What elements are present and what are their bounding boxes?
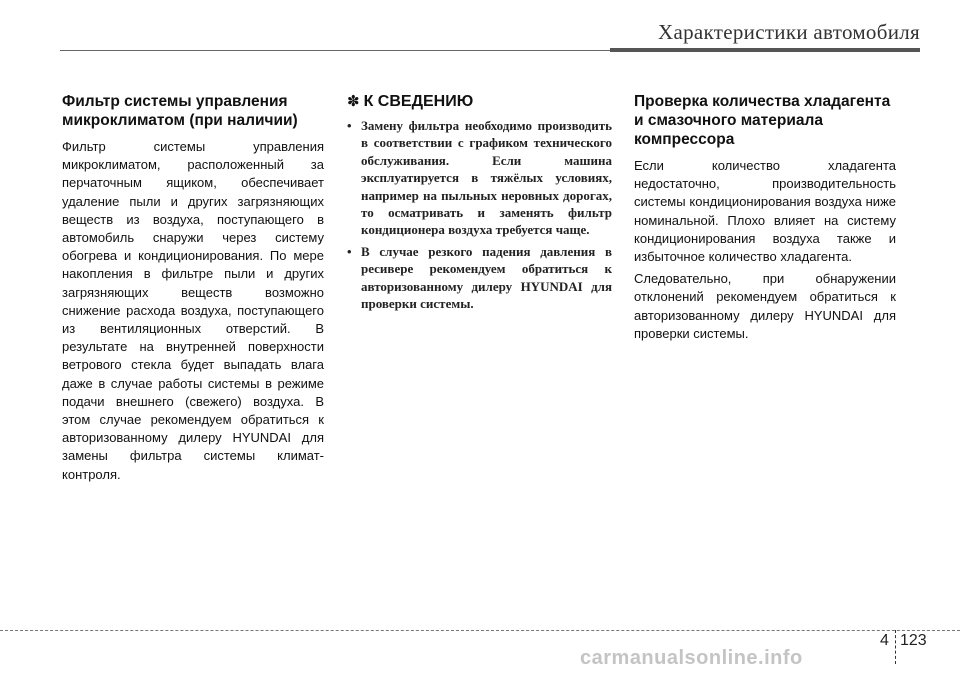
column-cabin-filter xyxy=(62,92,324,488)
paragraph: Если количество хладагента недостаточно, производительность системы кондиционирования воздуха ниже номинальной. Плохо влияет на систему кондиционирования воздуха также и избыточное количество хладагента. xyxy=(634,158,896,265)
bullet-icon: • xyxy=(347,243,352,259)
note-heading-label: К СВЕДЕНИЮ xyxy=(363,93,474,110)
column-note xyxy=(347,92,612,316)
bullet-icon: • xyxy=(347,118,352,133)
chapter-number: 4 xyxy=(880,632,889,649)
page-header-title: Характеристики автомобиля xyxy=(658,20,920,44)
column-refrigerant-check xyxy=(634,92,896,347)
paragraph: Следовательно, при обнаружении отклонений рекомендуем обратиться к авторизованному дилеру HYUNDAI для проверки системы. xyxy=(634,271,896,341)
paragraph: Фильтр системы управления микроклиматом, расположенный за перчаточным ящиком, обеспечивает удаление пыли и других загрязняющих веществ из воздуха, поступающего в автомобиль снаружи через систему обогрева и кондиционирования. По мере накопления в фильтре пыли и других загрязняющих веществ возможно снижение расхода воздуха, поступающего из вентиляционных отверстий. В результате на внутренней поверхности ветрового стекла будет выпадать влага даже в случае работы системы в режиме подачи внешнего (свежего) воздуха. В этом случае рекомендуем обратиться к авторизованному дилеру HYUNDAI для замены фильтра системы климат-контроля. xyxy=(62,139,324,482)
section-heading-refrigerant: Проверка количества хладагента и смазочного материала компрессора xyxy=(634,93,891,148)
watermark: carmanualsonline.info xyxy=(580,647,803,669)
note-item-text: Замену фильтра необходимо производить в соответствии с графиком технического обслуживания. Если машина эксплуатируется в тяжёлых условиях, например на пыльных неровных дорогах, то осматривать и заменять фильтр кондиционера воздуха требуется чаще. xyxy=(361,118,612,238)
page-number-divider xyxy=(895,630,896,664)
note-list-item xyxy=(347,117,612,239)
note-heading xyxy=(347,92,612,111)
page-number: 123 xyxy=(900,632,927,649)
asterisk-icon: ✽ xyxy=(347,93,360,110)
header-rule-accent xyxy=(610,48,920,52)
section-heading-cabin-filter: Фильтр системы управления микроклиматом (при наличии) xyxy=(62,93,298,129)
note-list xyxy=(347,117,612,312)
note-item-text: В случае резкого падения давления в ресивере рекомендуем обратиться к авторизованному дилеру HYUNDAI для проверки системы. xyxy=(361,243,612,312)
footer-rule xyxy=(0,630,960,631)
note-list-item xyxy=(347,243,612,313)
